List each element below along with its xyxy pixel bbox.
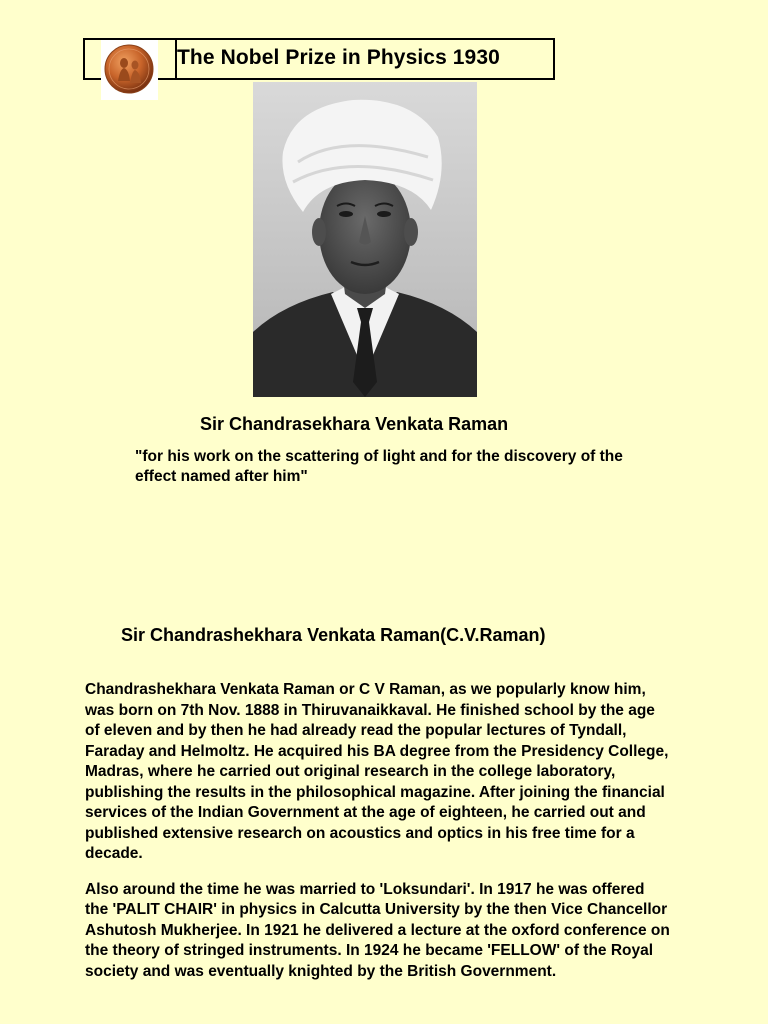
- biography-paragraph: Chandrashekhara Venkata Raman or C V Raman, as we popularly know him, was born on 7th Nov. 1888 in Thiruvanaikkaval. He finished school by the age of eleven and by then he had already read the popular lectures of Tyndall, Faraday and Helmoltz. He acquired his BA degree from the Presidency College, Madras, where he carried out original research in the college laboratory, publishing the results in the philosophical magazine. After joining the financial services of the Indian Government at the age of eighteen, he carried out and published extensive research on acoustics and optics in his free time for a decade.: [85, 681, 669, 862]
- page-title: The Nobel Prize in Physics 1930: [177, 46, 500, 69]
- portrait-photo: [253, 82, 477, 397]
- laureate-name: Sir Chandrasekhara Venkata Raman: [200, 414, 509, 434]
- biography-paragraph: Also around the time he was married to 'Loksundari'. In 1917 he was offered the 'PALIT CHAIR' in physics in Calcutta University by the then Vice Chancellor Ashutosh Mukherjee. In 1921 he delivered a lecture at the oxford conference on the theory of stringed instruments. In 1924 he became 'FELLOW' of the Royal society and was eventually knighted by the British Government.: [85, 880, 670, 980]
- nobel-medal-icon: [103, 43, 155, 95]
- biography-body: [85, 680, 670, 997]
- prize-motivation: "for his work on the scattering of light and for the discovery of the effect named after him": [135, 448, 623, 485]
- biography-heading: Sir Chandrashekhara Venkata Raman(C.V.Raman): [121, 625, 546, 645]
